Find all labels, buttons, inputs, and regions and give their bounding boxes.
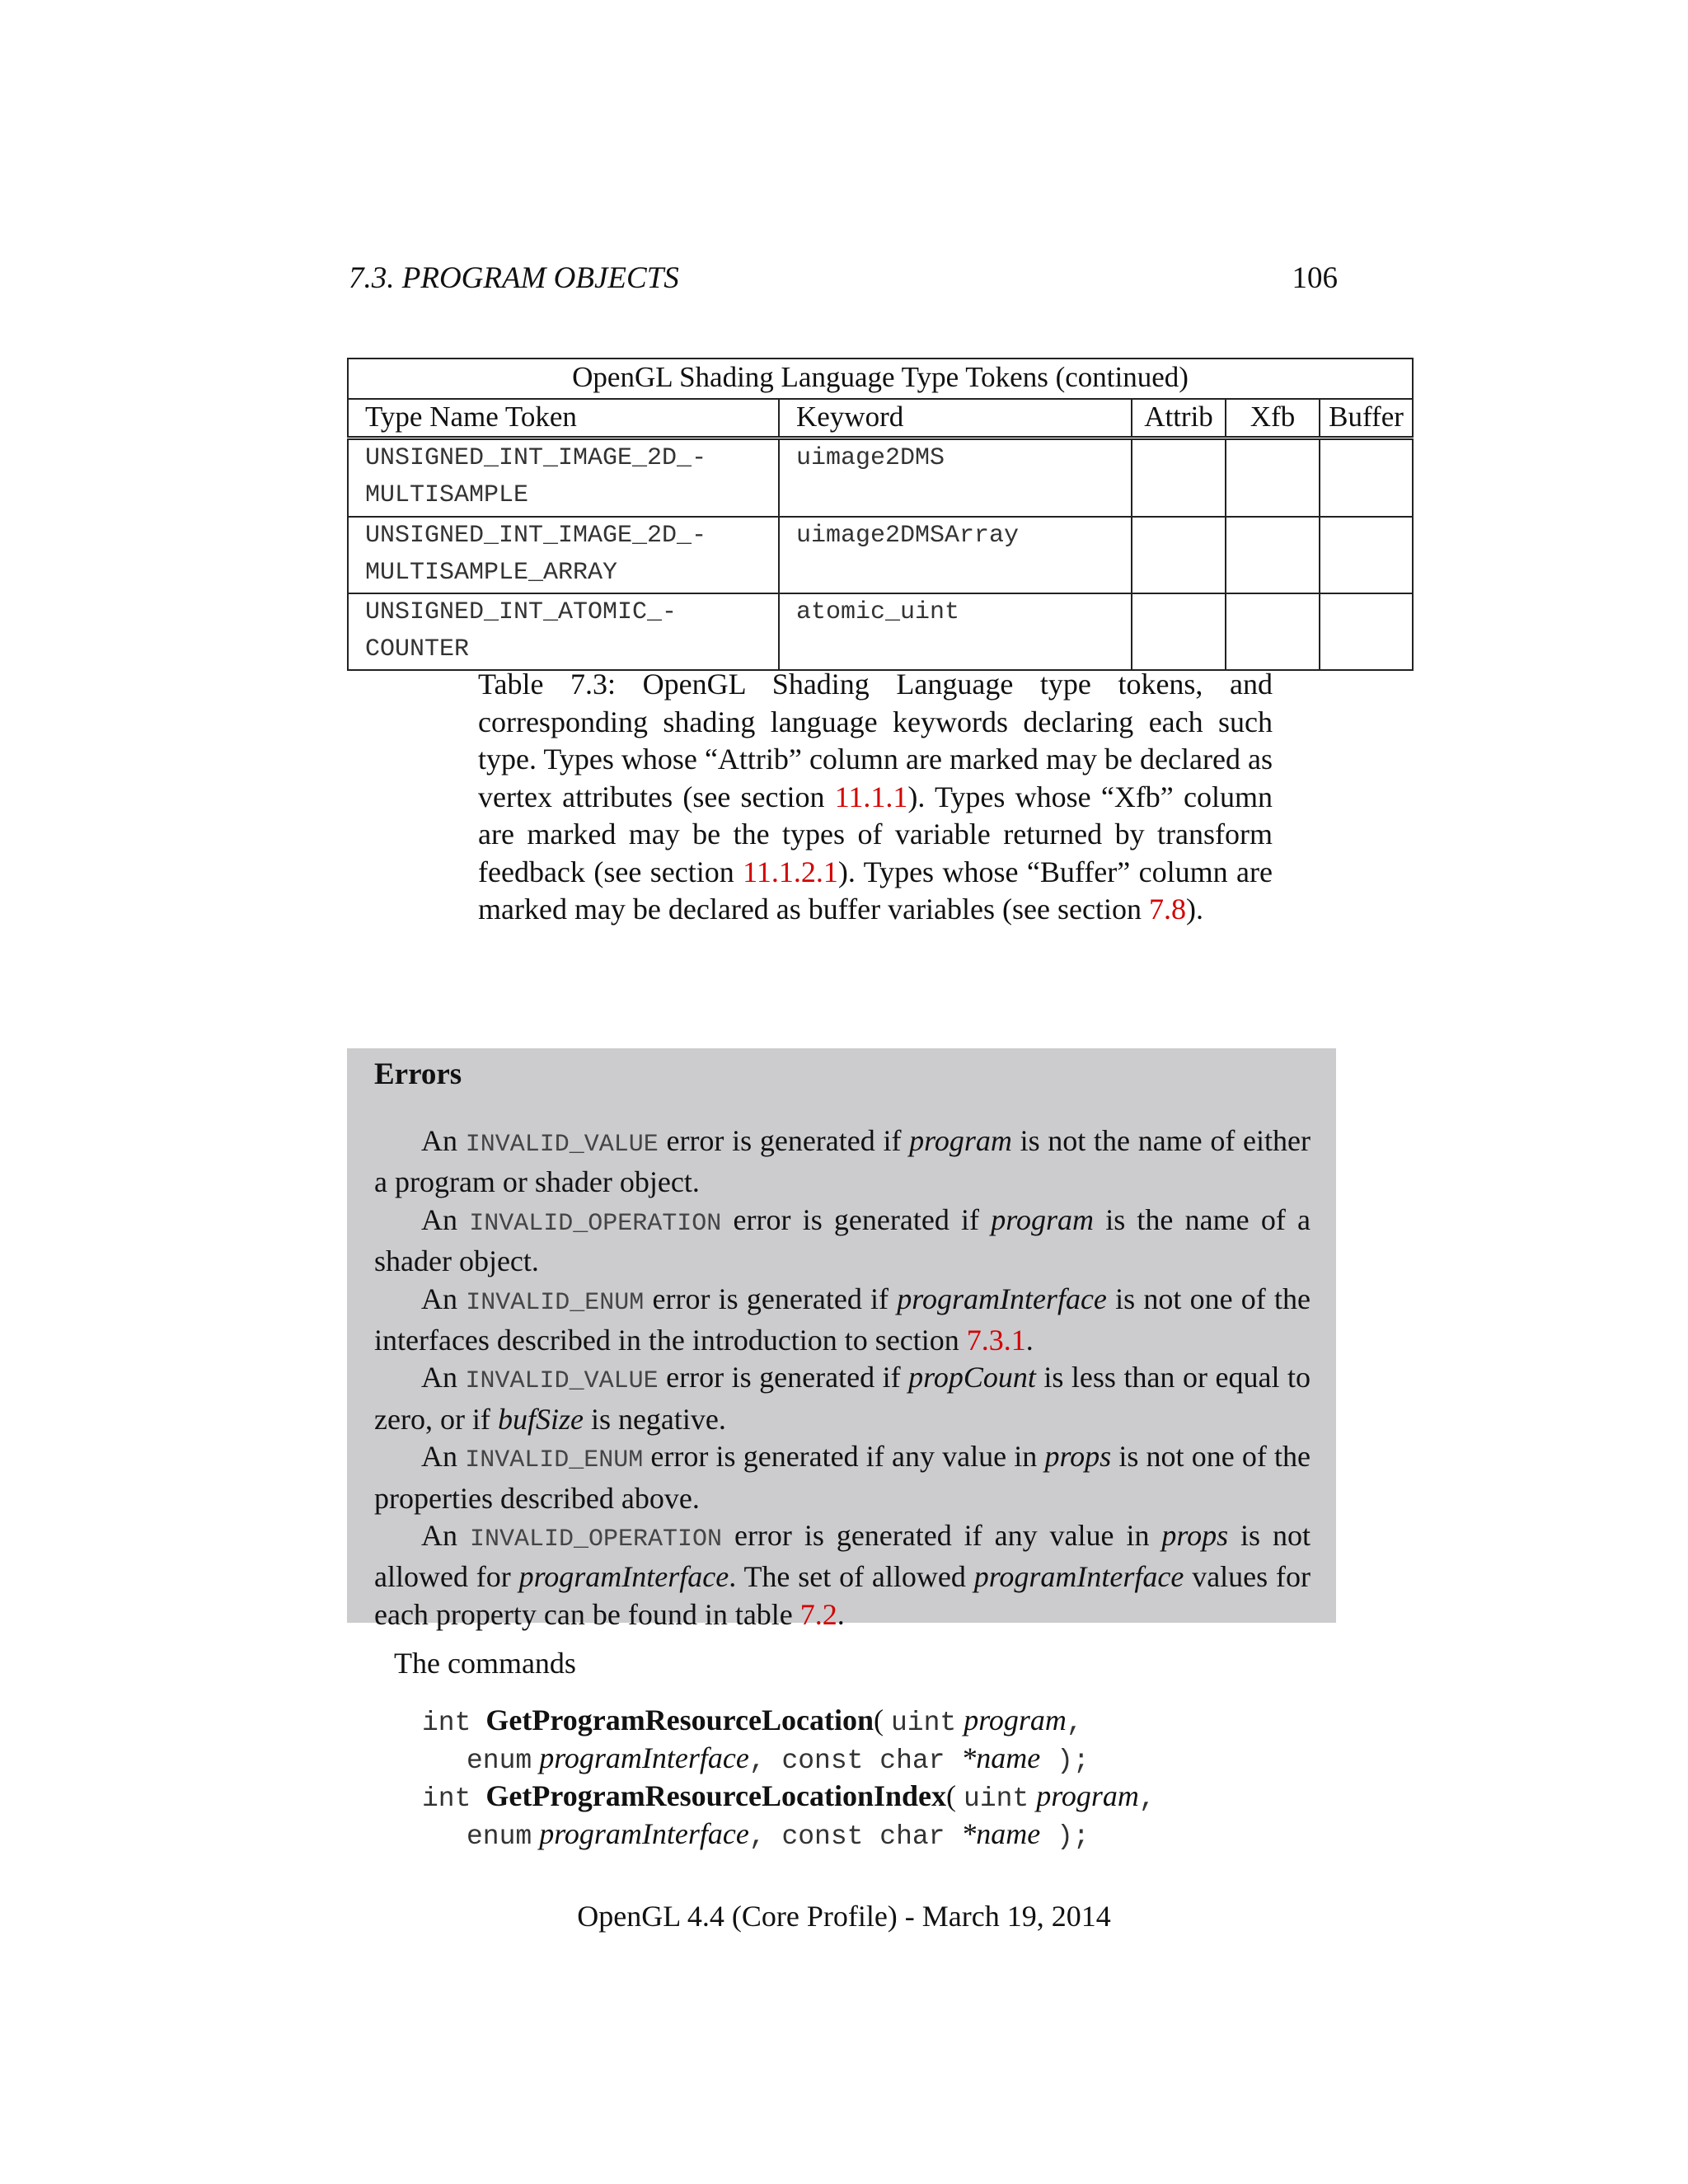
param-name: props xyxy=(1161,1519,1229,1553)
table-title-row xyxy=(348,359,1413,399)
text: error is generated if any value in xyxy=(722,1519,1162,1553)
errors-heading: Errors xyxy=(374,1057,462,1091)
param-type: uint xyxy=(964,1783,1029,1814)
error-code: INVALID_ENUM xyxy=(466,1288,645,1317)
param-name: program xyxy=(991,1202,1094,1236)
param-type: enum xyxy=(467,1746,532,1776)
caption-text: Table 7.3: OpenGL Shading Language type tokens, and corresponding shading language keywords declaring each such type. Types whose “Attrib” column are marked may be declared as vertex attributes (see section xyxy=(478,668,1273,813)
error-paragraph xyxy=(374,1438,1311,1517)
return-type: int xyxy=(422,1783,471,1814)
close-paren: ); xyxy=(1040,1746,1090,1776)
xfb-cell xyxy=(1226,438,1320,517)
column-header: Buffer xyxy=(1320,399,1413,438)
error-code: INVALID_VALUE xyxy=(465,1367,659,1396)
text: is not the name of either a program or shader object. xyxy=(374,1124,1311,1199)
param-name: programInterface xyxy=(539,1741,749,1774)
comma: , xyxy=(1138,1783,1156,1814)
table-caption xyxy=(478,666,1273,929)
text: error is generated if xyxy=(658,1361,909,1394)
param-name: program xyxy=(964,1704,1067,1736)
param-name: programInterface xyxy=(973,1560,1184,1594)
table-link[interactable]: 7.2 xyxy=(799,1597,837,1631)
token-line: COUNTER xyxy=(365,635,470,663)
param-name: program xyxy=(909,1124,1012,1157)
text: An xyxy=(421,1202,470,1236)
text: is negative. xyxy=(583,1402,726,1436)
text: is not one of the properties described above. xyxy=(374,1440,1311,1515)
text: is not allowed for xyxy=(374,1519,1311,1594)
column-header: Xfb xyxy=(1226,399,1320,438)
token-line: UNSIGNED_INT_ATOMIC_- xyxy=(365,598,678,626)
param-type: , const char xyxy=(748,1821,962,1852)
commands-intro: The commands xyxy=(394,1647,576,1680)
error-code: INVALID_OPERATION xyxy=(469,1209,722,1238)
text: . xyxy=(1025,1324,1034,1357)
param-name: props xyxy=(1044,1440,1112,1474)
xfb-cell xyxy=(1226,593,1320,670)
table-row xyxy=(348,517,1413,593)
signature-line xyxy=(422,1701,1156,1739)
token-cell xyxy=(348,438,779,517)
param-type: , const char xyxy=(748,1746,962,1776)
token-line: UNSIGNED_INT_IMAGE_2D_- xyxy=(365,444,707,473)
caption-text: ). Types whose “Xfb” column are marked may be the types of variable returned by transform feedback (see section xyxy=(478,780,1273,888)
text: An xyxy=(421,1124,466,1157)
text: . xyxy=(837,1597,845,1631)
error-code: INVALID_OPERATION xyxy=(469,1526,723,1554)
text: An xyxy=(421,1440,466,1474)
table-header-row xyxy=(348,399,1413,438)
column-header: Attrib xyxy=(1132,399,1226,438)
section-link[interactable]: 7.8 xyxy=(1148,893,1186,926)
text: An xyxy=(421,1519,470,1553)
error-paragraph xyxy=(374,1202,1311,1281)
keyword: atomic_uint xyxy=(796,598,960,626)
keyword: uimage2DMSArray xyxy=(796,521,1020,550)
token-line: MULTISAMPLE xyxy=(365,481,529,510)
text: error is generated if xyxy=(721,1202,992,1236)
text: error is generated if xyxy=(658,1124,910,1157)
table-title: OpenGL Shading Language Type Tokens (continued) xyxy=(348,359,1413,399)
caption-text: ). Types whose “Buffer” column are marked may be declared as buffer variables (see section xyxy=(478,855,1273,926)
command-signatures xyxy=(422,1701,1156,1853)
attrib-cell xyxy=(1132,517,1226,593)
error-paragraph xyxy=(374,1122,1311,1202)
section-link[interactable]: 11.1.1 xyxy=(834,780,908,813)
text: error is generated if xyxy=(644,1282,898,1315)
buffer-cell xyxy=(1320,593,1413,670)
page-number: 106 xyxy=(1292,261,1338,295)
errors-body xyxy=(374,1122,1311,1633)
text: An xyxy=(421,1282,467,1315)
token-cell xyxy=(348,517,779,593)
error-paragraph xyxy=(374,1281,1311,1360)
text: error is generated if any value in xyxy=(643,1440,1045,1474)
xfb-cell xyxy=(1226,517,1320,593)
table-row xyxy=(348,438,1413,517)
error-paragraph xyxy=(374,1359,1311,1438)
keyword-cell xyxy=(779,517,1132,593)
buffer-cell xyxy=(1320,438,1413,517)
function-name: GetProgramResourceLocation xyxy=(485,1704,874,1736)
section-link[interactable]: 11.1.2.1 xyxy=(743,855,838,888)
error-code: INVALID_ENUM xyxy=(465,1446,644,1475)
type-tokens-table xyxy=(347,358,1414,671)
token-line: UNSIGNED_INT_IMAGE_2D_- xyxy=(365,521,707,550)
errors-box xyxy=(347,1048,1336,1631)
param-name: programInterface xyxy=(518,1560,729,1594)
table-row xyxy=(348,593,1413,670)
attrib-cell xyxy=(1132,438,1226,517)
param-name: *name xyxy=(961,1741,1041,1774)
param-type: uint xyxy=(890,1708,957,1738)
param-name: programInterface xyxy=(897,1282,1107,1315)
text: is not one of the interfaces described in the introduction to section xyxy=(374,1282,1311,1357)
paren: ( xyxy=(873,1704,891,1736)
param-name: bufSize xyxy=(497,1402,584,1436)
page-footer: OpenGL 4.4 (Core Profile) - March 19, 2014 xyxy=(577,1900,1111,1933)
text: values for each property can be found in table xyxy=(374,1560,1311,1631)
param-name: propCount xyxy=(908,1361,1036,1394)
token-cell xyxy=(348,593,779,670)
text: is the name of a shader object. xyxy=(374,1202,1311,1278)
param-type: enum xyxy=(467,1821,532,1852)
text: is less than or equal to zero, or if xyxy=(374,1361,1311,1436)
error-code: INVALID_VALUE xyxy=(465,1131,659,1159)
param-name: programInterface xyxy=(539,1817,749,1850)
text: An xyxy=(421,1361,466,1394)
attrib-cell xyxy=(1132,593,1226,670)
signature-line xyxy=(422,1815,1156,1853)
return-type: int xyxy=(422,1708,471,1738)
caption-text: ). xyxy=(1185,893,1203,926)
error-paragraph xyxy=(374,1517,1311,1633)
column-header: Keyword xyxy=(779,399,1132,438)
keyword-cell xyxy=(779,438,1132,517)
section-title: 7.3. PROGRAM OBJECTS xyxy=(349,261,679,295)
signature-line xyxy=(422,1777,1156,1815)
paren: ( xyxy=(946,1779,964,1812)
buffer-cell xyxy=(1320,517,1413,593)
signature-line xyxy=(422,1739,1156,1777)
keyword: uimage2DMS xyxy=(796,444,945,473)
comma: , xyxy=(1066,1708,1083,1738)
column-header: Type Name Token xyxy=(348,399,779,438)
token-line: MULTISAMPLE_ARRAY xyxy=(365,558,618,587)
param-name: *name xyxy=(961,1817,1041,1850)
keyword-cell xyxy=(779,593,1132,670)
text: . The set of allowed xyxy=(729,1560,974,1594)
close-paren: ); xyxy=(1040,1821,1090,1852)
running-head xyxy=(349,260,1338,302)
section-link[interactable]: 7.3.1 xyxy=(966,1324,1026,1357)
function-name: GetProgramResourceLocationIndex xyxy=(485,1779,947,1812)
param-name: program xyxy=(1036,1779,1139,1812)
